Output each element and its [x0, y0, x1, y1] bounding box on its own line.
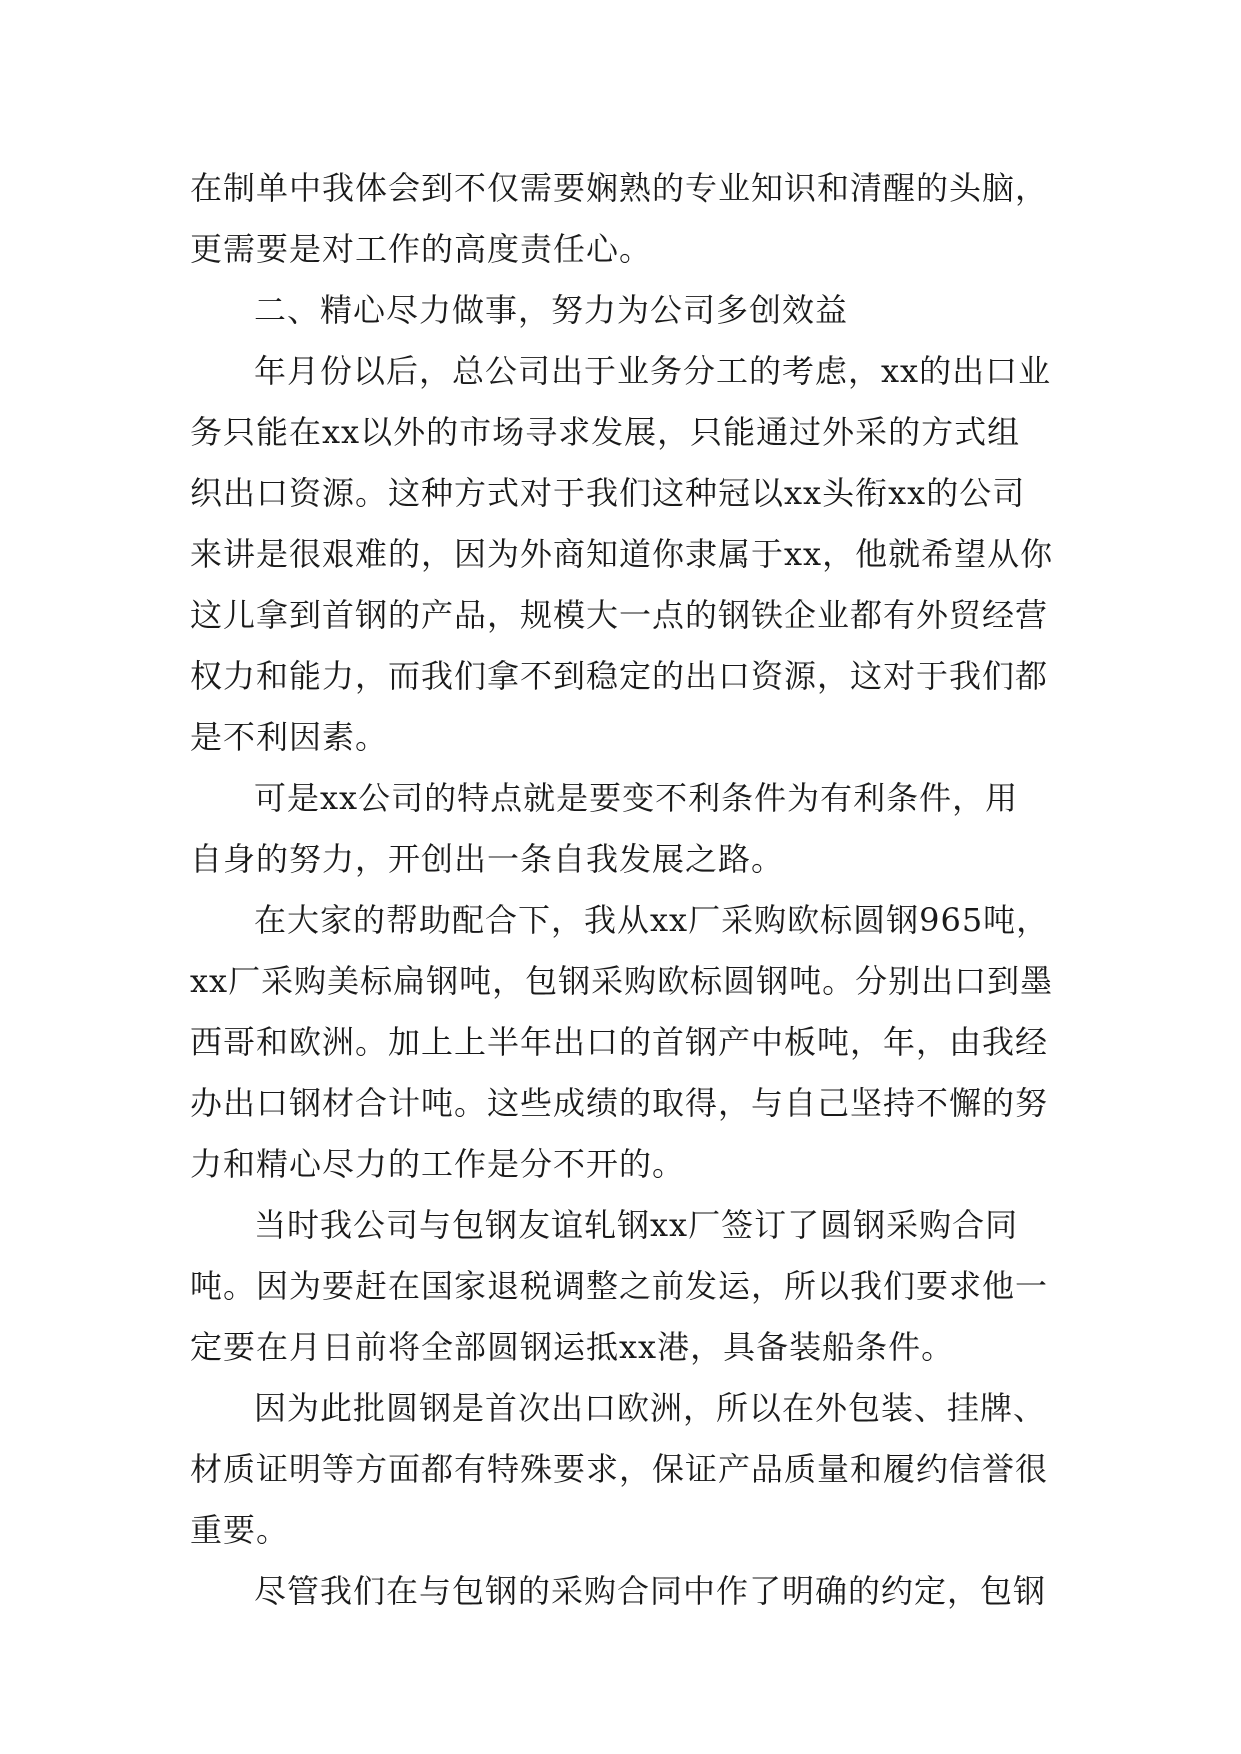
section-heading: 二、精心尽力做事，努力为公司多创效益: [254, 291, 849, 329]
document-body: [190, 158, 1054, 1622]
text-line: 定要在月日前将全部圆钢运抵xx港，具备装船条件。: [190, 1328, 955, 1366]
text-line: 办出口钢材合计吨。这些成绩的取得，与自己坚持不懈的努: [190, 1084, 1049, 1122]
text-line: 来讲是很艰难的，因为外商知道你隶属于xx，他就希望从你: [190, 535, 1054, 573]
text-line: 当时我公司与包钢友谊轧钢xx厂签订了圆钢采购合同: [254, 1206, 1019, 1244]
text-line: 尽管我们在与包钢的采购合同中作了明确的约定，包钢: [254, 1572, 1047, 1610]
text-line: 在制单中我体会到不仅需要娴熟的专业知识和清醒的头脑，: [190, 169, 1049, 207]
text-line: 务只能在xx以外的市场寻求发展，只能通过外采的方式组: [190, 413, 1021, 451]
text-line: 更需要是对工作的高度责任心。: [190, 230, 653, 268]
text-line: 力和精心尽力的工作是分不开的。: [190, 1145, 686, 1183]
text-line: 因为此批圆钢是首次出口欧洲，所以在外包装、挂牌、: [254, 1389, 1047, 1427]
text-line: xx厂采购美标扁钢吨，包钢采购欧标圆钢吨。分别出口到墨: [190, 962, 1054, 1000]
text-line: 这儿拿到首钢的产品，规模大一点的钢铁企业都有外贸经营: [190, 596, 1049, 634]
text-line: 自身的努力，开创出一条自我发展之路。: [190, 840, 785, 878]
text-line: 织出口资源。这种方式对于我们这种冠以xx头衔xx的公司: [190, 474, 1026, 512]
text-line: 材质证明等方面都有特殊要求，保证产品质量和履约信誉很: [190, 1450, 1049, 1488]
text-line: 可是xx公司的特点就是要变不利条件为有利条件，用: [254, 779, 1019, 817]
text-line: 年月份以后，总公司出于业务分工的考虑，xx的出口业: [254, 352, 1052, 390]
text-line: 在大家的帮助配合下，我从xx厂采购欧标圆钢965吨，: [254, 901, 1050, 939]
text-line: 西哥和欧洲。加上上半年出口的首钢产中板吨，年，由我经: [190, 1023, 1049, 1061]
text-line: 是不利因素。: [190, 718, 389, 756]
text-line: 重要。: [190, 1511, 290, 1549]
text-line: 吨。因为要赶在国家退税调整之前发运，所以我们要求他一: [190, 1267, 1049, 1305]
text-line: 权力和能力，而我们拿不到稳定的出口资源，这对于我们都: [190, 657, 1049, 695]
